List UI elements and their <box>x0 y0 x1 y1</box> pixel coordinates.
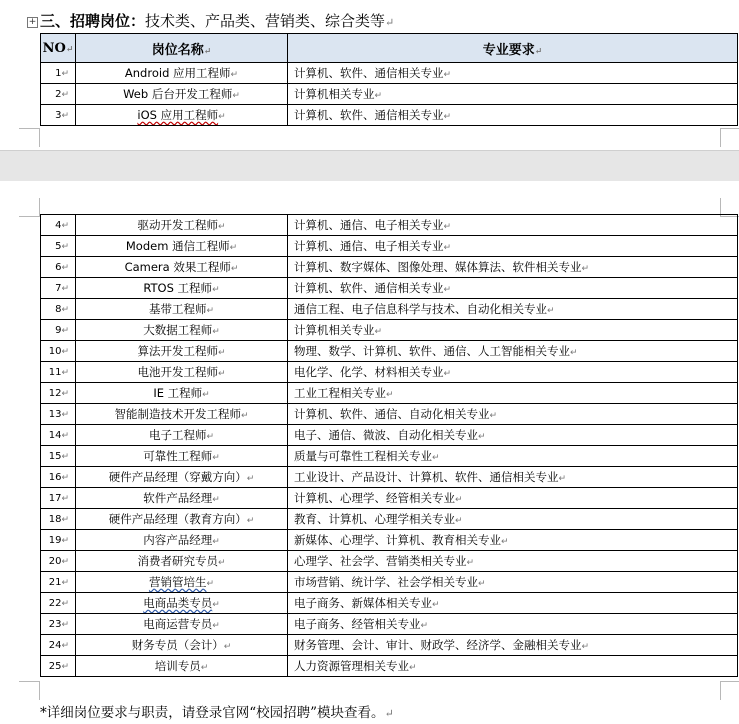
header-no: NO↵ <box>41 34 76 63</box>
row-position: 软件产品经理↵ <box>76 488 288 509</box>
heading-bold: 招聘岗位： <box>70 12 146 30</box>
row-position: 财务专员（会计）↵ <box>76 635 288 656</box>
heading-text: 技术类、产品类、营销类、综合类等 <box>145 12 386 30</box>
row-position: 电商运营专员↵ <box>76 614 288 635</box>
document-page-2 <box>0 181 739 724</box>
row-position: 消费者研究专员↵ <box>76 551 288 572</box>
row-requirement: 电子商务、经管相关专业↵ <box>288 614 738 635</box>
page-corner-mark <box>720 128 739 147</box>
row-requirement: 财务管理、会计、审计、财政学、经济学、金融相关专业↵ <box>288 635 738 656</box>
row-number: 13↵ <box>41 404 76 425</box>
row-requirement: 计算机、软件、通信、自动化相关专业↵ <box>288 404 738 425</box>
table-row <box>41 593 738 614</box>
row-requirement: 质量与可靠性工程相关专业↵ <box>288 446 738 467</box>
row-position: 营销管培生↵ <box>76 572 288 593</box>
row-number: 4↵ <box>41 215 76 236</box>
table-row <box>41 362 738 383</box>
row-number: 24↵ <box>41 635 76 656</box>
row-number: 21↵ <box>41 572 76 593</box>
row-number: 20↵ <box>41 551 76 572</box>
row-number: 5↵ <box>41 236 76 257</box>
row-position: 基带工程师↵ <box>76 299 288 320</box>
positions-table-part-2 <box>40 214 738 677</box>
row-requirement: 工业设计、产品设计、计算机、软件、通信相关专业↵ <box>288 467 738 488</box>
row-position: Android 应用工程师↵ <box>76 63 288 84</box>
row-number: 18↵ <box>41 509 76 530</box>
footer-note: *详细岗位要求与职责，请登录官网“校园招聘”模块查看。↵ <box>40 705 394 721</box>
table-move-handle-icon[interactable]: + <box>28 17 37 27</box>
row-number: 3↵ <box>41 105 76 126</box>
row-number: 17↵ <box>41 488 76 509</box>
table-row <box>41 299 738 320</box>
row-requirement: 市场营销、统计学、社会学相关专业↵ <box>288 572 738 593</box>
table-header-row <box>41 34 738 63</box>
section-heading <box>40 11 394 33</box>
row-requirement: 计算机、通信、电子相关专业↵ <box>288 215 738 236</box>
row-position: Camera 效果工程师↵ <box>76 257 288 278</box>
row-number: 19↵ <box>41 530 76 551</box>
table-row <box>41 572 738 593</box>
paragraph-mark-icon: ↵ <box>385 16 395 29</box>
row-requirement: 新媒体、心理学、计算机、教育相关专业↵ <box>288 530 738 551</box>
row-number: 25↵ <box>41 656 76 677</box>
row-number: 12↵ <box>41 383 76 404</box>
table-row <box>41 488 738 509</box>
page-corner-mark <box>720 681 739 700</box>
document-page-1 <box>0 0 739 150</box>
row-number: 10↵ <box>41 341 76 362</box>
table-row <box>41 341 738 362</box>
row-requirement: 计算机、数字媒体、图像处理、媒体算法、软件相关专业↵ <box>288 257 738 278</box>
row-position: 硬件产品经理（教育方向）↵ <box>76 509 288 530</box>
row-position: iOS 应用工程师↵ <box>76 105 288 126</box>
table-row <box>41 509 738 530</box>
row-number: 16↵ <box>41 467 76 488</box>
row-requirement: 计算机、软件、通信相关专业↵ <box>288 63 738 84</box>
page-corner-mark <box>19 128 40 147</box>
row-requirement: 通信工程、电子信息科学与技术、自动化相关专业↵ <box>288 299 738 320</box>
row-number: 11↵ <box>41 362 76 383</box>
table-row <box>41 105 738 126</box>
table-row <box>41 278 738 299</box>
page-corner-mark <box>19 681 40 700</box>
row-position: 可靠性工程师↵ <box>76 446 288 467</box>
row-requirement: 计算机、心理学、经管相关专业↵ <box>288 488 738 509</box>
positions-table-part-1 <box>40 33 738 126</box>
row-requirement: 工业工程相关专业↵ <box>288 383 738 404</box>
page-corner-mark <box>19 198 40 217</box>
table-row <box>41 530 738 551</box>
row-requirement: 物理、数学、计算机、软件、通信、人工智能相关专业↵ <box>288 341 738 362</box>
row-position: 驱动开发工程师↵ <box>76 215 288 236</box>
row-number: 8↵ <box>41 299 76 320</box>
table-row <box>41 404 738 425</box>
row-position: RTOS 工程师↵ <box>76 278 288 299</box>
table-row <box>41 257 738 278</box>
table-row <box>41 383 738 404</box>
row-requirement: 计算机相关专业↵ <box>288 320 738 341</box>
row-requirement: 计算机、通信、电子相关专业↵ <box>288 236 738 257</box>
row-number: 14↵ <box>41 425 76 446</box>
row-position: 电子工程师↵ <box>76 425 288 446</box>
row-position: 大数据工程师↵ <box>76 320 288 341</box>
heading-prefix: 三、 <box>40 12 71 30</box>
row-position: 算法开发工程师↵ <box>76 341 288 362</box>
row-requirement: 计算机相关专业↵ <box>288 84 738 105</box>
row-requirement: 电子、通信、微波、自动化相关专业↵ <box>288 425 738 446</box>
row-position: 电商品类专员↵ <box>76 593 288 614</box>
row-number: 22↵ <box>41 593 76 614</box>
row-number: 23↵ <box>41 614 76 635</box>
table-row <box>41 236 738 257</box>
row-number: 9↵ <box>41 320 76 341</box>
table-row <box>41 614 738 635</box>
page-break-gap <box>0 150 739 182</box>
table-row <box>41 551 738 572</box>
row-number: 7↵ <box>41 278 76 299</box>
table-row <box>41 467 738 488</box>
row-number: 6↵ <box>41 257 76 278</box>
row-position: Web 后台开发工程师↵ <box>76 84 288 105</box>
row-position: 培训专员↵ <box>76 656 288 677</box>
header-requirement: 专业要求↵ <box>288 34 738 63</box>
row-position: IE 工程师↵ <box>76 383 288 404</box>
row-position: Modem 通信工程师↵ <box>76 236 288 257</box>
table-row <box>41 215 738 236</box>
row-position: 智能制造技术开发工程师↵ <box>76 404 288 425</box>
row-requirement: 计算机、软件、通信相关专业↵ <box>288 105 738 126</box>
table-row <box>41 320 738 341</box>
row-requirement: 心理学、社会学、营销类相关专业↵ <box>288 551 738 572</box>
row-requirement: 电子商务、新媒体相关专业↵ <box>288 593 738 614</box>
table-row <box>41 656 738 677</box>
row-requirement: 教育、计算机、心理学相关专业↵ <box>288 509 738 530</box>
header-position: 岗位名称↵ <box>76 34 288 63</box>
table-row <box>41 84 738 105</box>
row-requirement: 人力资源管理相关专业↵ <box>288 656 738 677</box>
table-row <box>41 446 738 467</box>
row-requirement: 计算机、软件、通信相关专业↵ <box>288 278 738 299</box>
row-number: 2↵ <box>41 84 76 105</box>
row-number: 1↵ <box>41 63 76 84</box>
row-position: 内容产品经理↵ <box>76 530 288 551</box>
row-position: 电池开发工程师↵ <box>76 362 288 383</box>
table-row <box>41 635 738 656</box>
row-number: 15↵ <box>41 446 76 467</box>
table-row <box>41 425 738 446</box>
row-position: 硬件产品经理（穿戴方向）↵ <box>76 467 288 488</box>
table-row <box>41 63 738 84</box>
row-requirement: 电化学、化学、材料相关专业↵ <box>288 362 738 383</box>
